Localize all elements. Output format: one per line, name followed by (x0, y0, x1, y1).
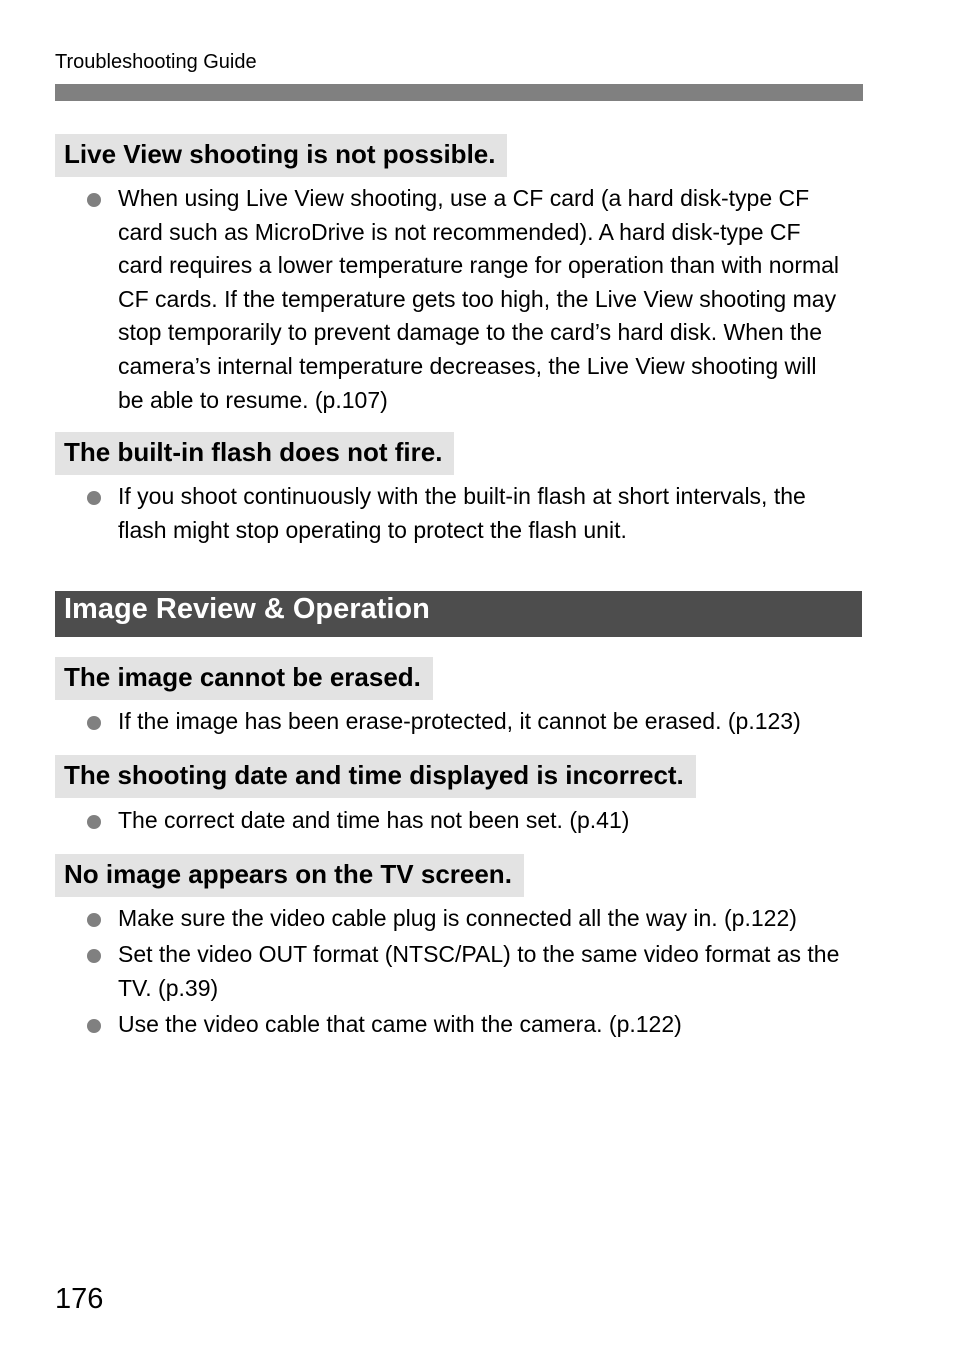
list-item (55, 804, 863, 838)
list-item (55, 182, 863, 417)
topic-heading: Live View shooting is not possible. (55, 134, 507, 177)
bullet-text: When using Live View shooting, use a CF card (a hard disk-type CF card such as MicroDrive is not recommended). A hard disk-type CF card requires a lower temperature range for operation than with normal CF cards. If the temperature gets too high, the Live View shooting may stop temporarily to prevent damage to the card’s hard disk. When the camera’s internal temperature decreases, the Live View shooting will be able to resume. (p.107) (118, 185, 840, 413)
list-item (55, 938, 863, 1005)
list-item (55, 480, 863, 547)
bullet-list (55, 480, 863, 547)
bullet-text: Set the video OUT format (NTSC/PAL) to the same video format as the TV. (p.39) (118, 941, 840, 1001)
section-title: Image Review & Operation (55, 591, 862, 637)
topic-live-view (55, 134, 863, 417)
list-item (55, 1008, 863, 1042)
bullet-text: If you shoot continuously with the built-in flash at short intervals, the flash might stop operating to protect the flash unit. (118, 483, 806, 543)
bullet-dot-icon (87, 491, 101, 505)
list-item (55, 705, 863, 739)
bullet-list (55, 182, 863, 417)
running-title: Troubleshooting Guide (55, 51, 257, 73)
bullet-text: Make sure the video cable plug is connected all the way in. (p.122) (118, 904, 797, 931)
bullet-dot-icon (87, 815, 101, 829)
bullet-dot-icon (87, 193, 101, 207)
bullet-text: Use the video cable that came with the camera. (p.122) (118, 1011, 682, 1038)
topic-built-in-flash (55, 432, 863, 547)
topic-date-time (55, 755, 863, 838)
bullet-dot-icon (87, 949, 101, 963)
bullet-list (55, 705, 863, 739)
topic-tv-screen (55, 854, 863, 1042)
bullet-text: If the image has been erase-protected, it cannot be erased. (p.123) (118, 708, 801, 735)
topic-heading: The built-in flash does not fire. (55, 432, 454, 475)
bullet-text: The correct date and time has not been set. (p.41) (118, 806, 630, 833)
list-item (55, 902, 863, 936)
topic-heading: No image appears on the TV screen. (55, 854, 524, 897)
bullet-list (55, 804, 863, 838)
bullet-dot-icon (87, 913, 101, 927)
topic-heading: The shooting date and time displayed is incorrect. (55, 755, 696, 798)
topic-heading: The image cannot be erased. (55, 657, 433, 700)
header-rule (55, 84, 863, 101)
bullet-list (55, 902, 863, 1042)
topic-image-erase (55, 657, 863, 739)
page-number: 176 (55, 1283, 104, 1315)
bullet-dot-icon (87, 716, 101, 730)
bullet-dot-icon (87, 1019, 101, 1033)
page-content (55, 134, 863, 1042)
